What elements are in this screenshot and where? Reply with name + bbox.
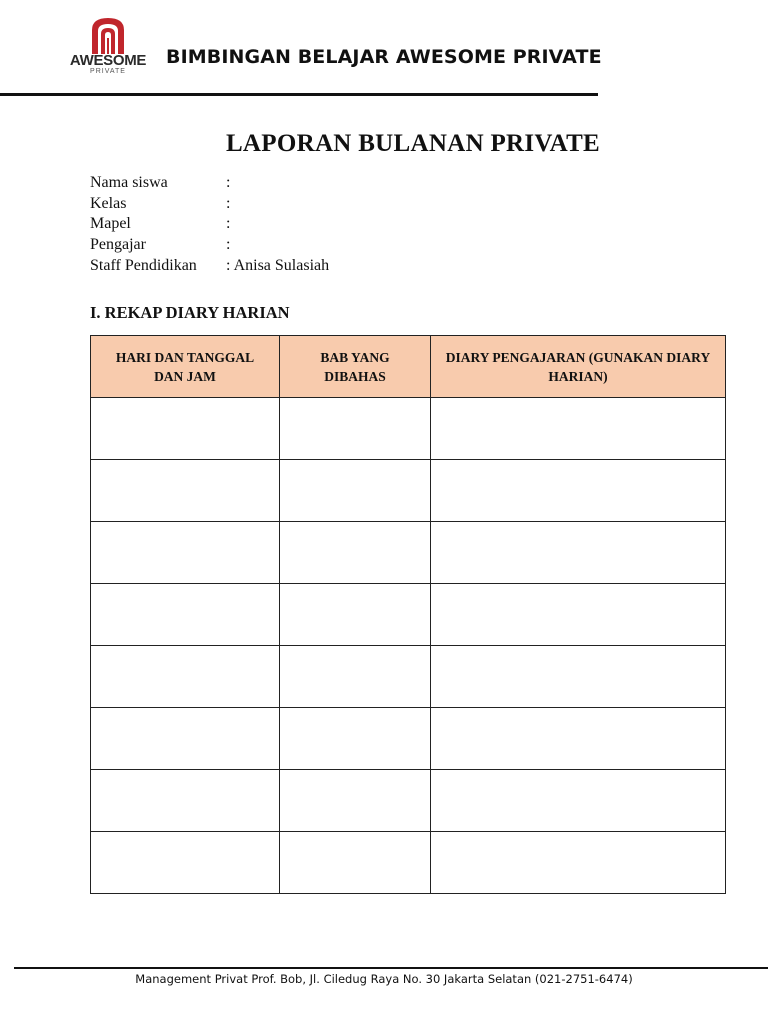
section-title-rekap-diary: I. REKAP DIARY HARIAN bbox=[90, 303, 290, 322]
organization-name: BIMBINGAN BELAJAR AWESOME PRIVATE bbox=[166, 46, 602, 68]
table-cell[interactable] bbox=[91, 460, 280, 522]
footer-divider bbox=[14, 967, 768, 969]
table-row bbox=[91, 832, 726, 894]
diary-recap-table bbox=[90, 335, 726, 894]
column-header-chapter: BAB YANG DIBAHAS bbox=[280, 336, 431, 398]
table-cell[interactable] bbox=[280, 398, 431, 460]
table-cell[interactable] bbox=[280, 646, 431, 708]
table-cell[interactable] bbox=[431, 646, 726, 708]
table-cell[interactable] bbox=[280, 522, 431, 584]
field-value: : bbox=[226, 215, 231, 233]
table-cell[interactable] bbox=[91, 646, 280, 708]
report-title: LAPORAN BULANAN PRIVATE bbox=[225, 130, 601, 157]
table-row bbox=[91, 584, 726, 646]
table-cell[interactable] bbox=[91, 770, 280, 832]
table-row bbox=[91, 708, 726, 770]
field-label: Pengajar bbox=[90, 236, 146, 254]
field-value: : bbox=[226, 174, 231, 191]
document-header bbox=[68, 16, 608, 78]
table-row bbox=[91, 522, 726, 584]
logo-wordmark: AWESOME bbox=[69, 52, 147, 69]
student-info-fields bbox=[90, 173, 329, 276]
arch-logo-icon bbox=[88, 16, 128, 54]
table-cell[interactable] bbox=[431, 832, 726, 894]
field-row-nama-siswa bbox=[90, 173, 329, 194]
awesome-logo bbox=[68, 16, 148, 78]
logo-subtext: PRIVATE bbox=[90, 68, 126, 75]
column-header-date-time: HARI DAN TANGGAL DAN JAM bbox=[91, 336, 280, 398]
table-cell[interactable] bbox=[280, 460, 431, 522]
table-cell[interactable] bbox=[431, 708, 726, 770]
table-cell[interactable] bbox=[280, 708, 431, 770]
table-header-row bbox=[91, 336, 726, 398]
field-value: : Anisa Sulasiah bbox=[226, 256, 330, 274]
field-row-pengajar bbox=[90, 235, 329, 256]
table-cell[interactable] bbox=[431, 460, 726, 522]
field-value: : bbox=[226, 236, 231, 254]
field-row-mapel bbox=[90, 214, 329, 235]
field-label: Mapel bbox=[90, 215, 131, 233]
table-cell[interactable] bbox=[280, 832, 431, 894]
table-cell[interactable] bbox=[431, 522, 726, 584]
field-value: : bbox=[226, 194, 231, 212]
column-header-teaching-diary: DIARY PENGAJARAN (GUNAKAN DIARY HARIAN) bbox=[431, 336, 726, 398]
table-row bbox=[91, 398, 726, 460]
table-cell[interactable] bbox=[431, 770, 726, 832]
table-row bbox=[91, 646, 726, 708]
field-row-staff-pendidikan bbox=[90, 256, 329, 277]
table-cell[interactable] bbox=[91, 708, 280, 770]
table-cell[interactable] bbox=[91, 398, 280, 460]
table-cell[interactable] bbox=[431, 584, 726, 646]
table-cell[interactable] bbox=[431, 398, 726, 460]
table-row bbox=[91, 770, 726, 832]
table-cell[interactable] bbox=[280, 770, 431, 832]
table-row bbox=[91, 460, 726, 522]
field-label: Nama siswa bbox=[90, 174, 168, 191]
field-label: Kelas bbox=[90, 194, 127, 212]
table-cell[interactable] bbox=[91, 584, 280, 646]
field-row-kelas bbox=[90, 194, 329, 215]
field-label: Staff Pendidikan bbox=[90, 256, 197, 274]
table-cell[interactable] bbox=[91, 522, 280, 584]
header-divider bbox=[0, 93, 598, 96]
table-cell[interactable] bbox=[280, 584, 431, 646]
footer-address: Management Privat Prof. Bob, Jl. Ciledug Raya No. 30 Jakarta Selatan (021-2751-6474) bbox=[135, 972, 633, 986]
table-cell[interactable] bbox=[91, 832, 280, 894]
